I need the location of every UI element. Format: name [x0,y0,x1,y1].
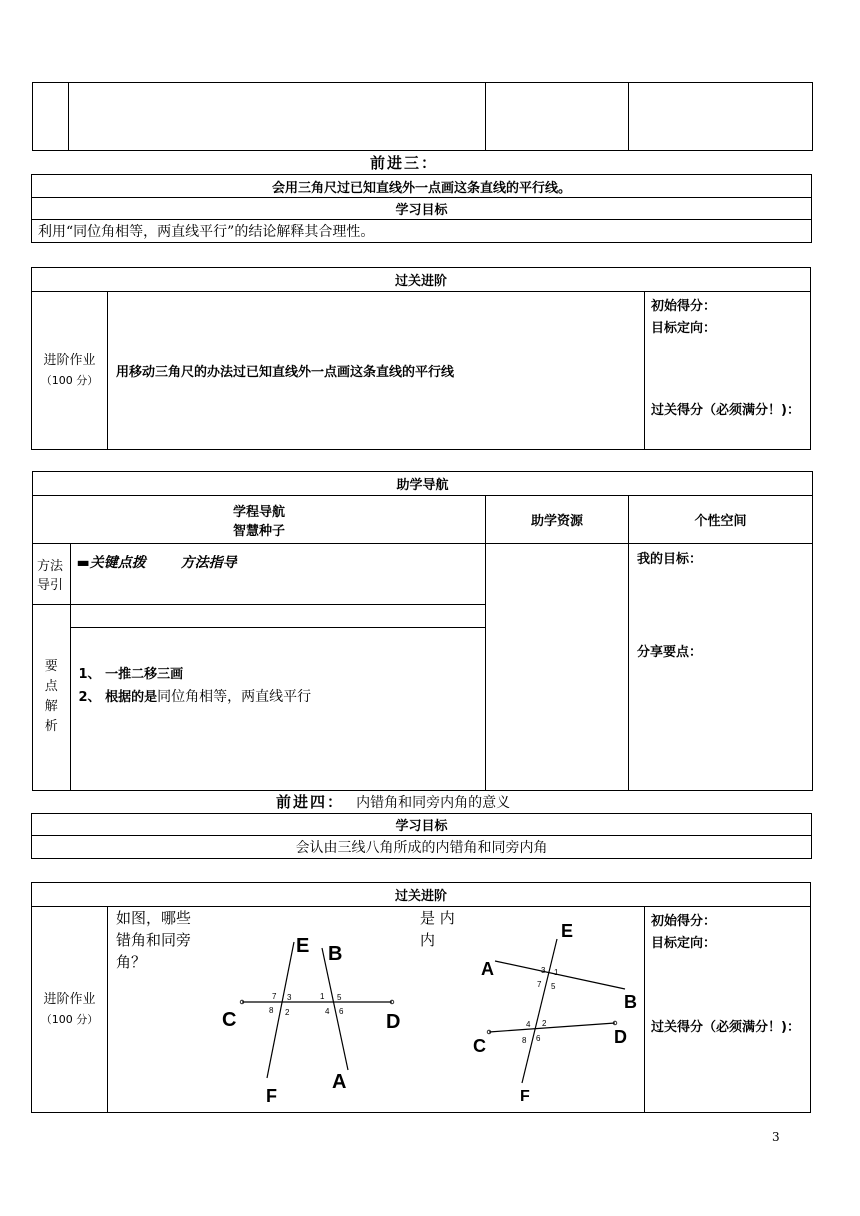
help-left-area [33,544,486,791]
section4-heading-row [276,791,510,812]
fig2-label-d: D [614,1027,627,1047]
top-cell-1 [33,83,69,151]
figure-1 [210,930,420,1110]
method-text-2: 方法指导 [180,555,237,571]
help-col1 [33,496,486,544]
pass2-q-right2: 内 [420,931,436,949]
pass2-q-line1: 如图，哪些 [116,909,192,927]
pass2-score-cell [645,907,811,1113]
pass2-question [116,907,191,973]
fig2-n8: 8 [522,1036,527,1045]
section4-heading: 前进四： [276,793,345,811]
top-cell-2 [69,83,486,151]
fig1-label-c: C [222,1009,237,1031]
help-table [32,471,813,791]
section3-goal-header: 学习目标 [32,198,812,220]
keypoint-1: 1、 一推二移三画 [78,666,184,682]
keypoints-content [70,604,485,790]
keypoints-label-3: 解 [44,699,58,715]
section3-title: 会用三角尺过已知直线外一点画这条直线的平行线。 [32,175,812,198]
pass1-left-score: （100 分） [40,373,99,387]
keypoint-2 [79,686,478,709]
method-label-text: 方法导引 [37,558,64,593]
keypoints-label-2: 点 [44,679,58,695]
fig1-n4: 4 [325,1007,330,1016]
pass2-question-right [420,907,455,951]
pass1-initial-score: 初始得分： [651,299,717,314]
keypoints-spacer [71,605,486,628]
section4-goal-header: 学习目标 [32,814,812,836]
pass1-score-cell [645,292,811,450]
section3-goal-text: 利用“同位角相等，两直线平行”的结论解释其合理性。 [32,220,812,243]
fig2-n3: 3 [541,966,546,975]
fig2-line-ef [522,939,557,1083]
fig2-n5: 5 [551,982,556,991]
fig1-n7: 7 [272,992,277,1001]
section4-goal-text: 会认由三线八角所成的内错角和同旁内角 [32,836,812,859]
pass2-header: 过关进阶 [32,883,811,907]
top-cell-4 [629,83,813,151]
help-personal-cell [629,544,813,791]
help-col2: 助学资源 [486,496,629,544]
help-col1-line2: 智慧种子 [232,523,285,539]
help-col1-line1: 学程导航 [232,504,285,520]
fig1-n3: 3 [287,993,292,1002]
fig2-label-e: E [561,921,574,941]
section4-heading-tail: 内错角和同旁内角的意义 [356,795,511,811]
help-resources-cell [486,544,629,791]
keypoint-2-a: 2、 根据的是 [78,689,158,705]
keypoints-label [33,604,70,790]
pass1-left-label: 进阶作业 [43,352,96,368]
pass2-left-score: （100 分） [40,1012,99,1026]
fig2-label-a: A [481,959,494,979]
top-table [32,82,813,151]
keypoints-label-4: 析 [44,719,58,735]
pass1-task: 用移动三角尺的办法过已知直线外一点画这条直线的平行线 [108,292,645,450]
fig1-label-b: B [328,943,343,965]
pass2-left-label: 进阶作业 [43,991,96,1007]
pass1-target: 目标定向： [651,321,717,336]
pass2-q-line3: 角？ [116,953,147,971]
method-text-1: ▬关键点拨 [76,555,146,571]
method-text [70,544,485,604]
fig2-label-c: C [473,1036,486,1056]
fig2-n1: 1 [554,968,559,977]
pass2-left-cell [32,907,108,1113]
share-points: 分享要点： [637,645,703,660]
section4-goal-table [31,813,812,859]
fig1-n2: 2 [285,1008,290,1017]
fig2-n7: 7 [537,980,542,989]
fig2-label-b: B [624,992,637,1012]
section3-goal-table [31,174,812,243]
pass2-q-line2: 错角和同旁 [116,931,192,949]
pass1-left-cell [32,292,108,450]
fig2-line-cd [489,1023,615,1032]
pass2-target: 目标定向： [651,936,717,951]
fig1-n8: 8 [269,1006,274,1015]
top-cell-3 [486,83,629,151]
help-header: 助学导航 [33,472,813,496]
pass2-q-right1: 是 内 [420,909,455,927]
keypoints-label-1: 要 [44,659,58,675]
pass2-pass-score: 过关得分（必须满分！)： [651,1020,800,1035]
help-col3: 个性空间 [629,496,813,544]
help-inner-table [33,544,485,790]
fig1-n5: 5 [337,993,342,1002]
fig1-n1: 1 [320,992,325,1001]
pass1-table [31,267,811,450]
fig1-label-e: E [296,935,310,957]
method-label [33,544,70,604]
fig1-label-f: F [266,1086,277,1106]
pass1-header: 过关进阶 [32,268,811,292]
fig2-n6: 6 [536,1034,541,1043]
my-goal: 我的目标： [637,552,703,567]
fig1-label-a: A [332,1071,347,1093]
figure-2 [465,915,645,1110]
pass2-initial-score: 初始得分： [651,914,717,929]
keypoint-2-b: 同位角相等，两直线平行 [157,688,312,705]
fig1-n6: 6 [339,1007,344,1016]
page-number: 3 [772,1130,780,1144]
fig2-line-ab [495,961,625,989]
section3-heading: 前进三： [370,154,439,172]
fig2-n4: 4 [526,1020,531,1029]
fig1-label-d: D [386,1011,401,1033]
pass1-pass-score: 过关得分（必须满分！)： [651,403,800,418]
fig2-n2: 2 [542,1019,547,1028]
fig2-label-f: F [520,1088,530,1105]
